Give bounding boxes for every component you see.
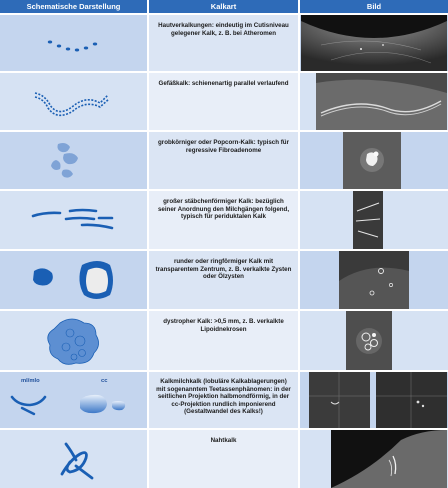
mammogram-image: [331, 430, 447, 488]
header-schematic: Schematische Darstellung: [0, 0, 147, 13]
description-text: dystropher Kalk: >0,5 mm, z. B. verkalkte Lipoidnekrosen: [163, 318, 284, 333]
image-cell: [300, 132, 448, 189]
schema-cell: [0, 430, 147, 488]
image-cell: [300, 372, 448, 428]
image-cell: [300, 251, 448, 309]
description-text: Nahtkalk: [210, 437, 237, 444]
schema-cell: [0, 15, 147, 71]
image-cell: [300, 191, 448, 249]
image-cell: [300, 73, 448, 130]
description-text: runder oder ringförmiger Kalk mit transparentem Zentrum, z. B. verkalkte Zysten oder Ölzysten: [155, 258, 292, 281]
description-text: Kalkmilchkalk (lobuläre Kalkablagerungen) mit sogenanntem Teetassenphänomen: in der seitlichen Projektion halbmondförmig, in der cc-Projektion rundlich imponierend (Gestaltwandel des Kalks!): [156, 378, 291, 416]
table-row-suture: [0, 430, 448, 488]
label-cc: cc: [101, 378, 108, 384]
table-row-popcorn: [0, 132, 448, 189]
description-text: grobkörniger oder Popcorn-Kalk: typisch für regressive Fibroadenome: [158, 139, 289, 154]
popcorn-schema: [0, 132, 147, 189]
description-cell: [149, 132, 298, 189]
description-cell: [149, 251, 298, 309]
image-cell: [300, 430, 448, 488]
description-cell: [149, 191, 298, 249]
schema-cell: [0, 251, 147, 309]
description-text: großer stäbchenförmiger Kalk: bezüglich seiner Anordnung den Milchgängen folgend, typisch für periduktalen Kalk: [157, 198, 290, 221]
description-cell: [149, 430, 298, 488]
table-row-milk-of-calcium: [0, 372, 448, 428]
vascular-track-schema: [0, 73, 147, 130]
image-cell: [300, 311, 448, 370]
ring-schema: [0, 251, 147, 309]
dystrophic-schema: [0, 311, 147, 370]
schema-cell: [0, 311, 147, 370]
table-row-ring: [0, 251, 448, 309]
rodlike-schema: [0, 191, 147, 249]
schema-cell: [0, 73, 147, 130]
mammogram-image: [316, 73, 447, 130]
description-text: Gefäßkalk: schienenartig parallel verlaufend: [158, 80, 289, 87]
description-cell: [149, 372, 298, 428]
description-cell: [149, 311, 298, 370]
schema-cell: [0, 132, 147, 189]
mammogram-image-cc: [376, 372, 447, 428]
table-row-skin: [0, 15, 448, 71]
description-cell: [149, 73, 298, 130]
table-row-rodlike: [0, 191, 448, 249]
description-cell: [149, 15, 298, 71]
image-cell: [300, 15, 448, 71]
mammogram-image: [343, 132, 401, 189]
mammogram-image-mlo: [309, 372, 370, 428]
label-mlmlo: ml/mlo: [21, 378, 40, 384]
teacup-schema: [0, 372, 147, 428]
header-image: Bild: [300, 0, 448, 13]
table-row-vascular: [0, 73, 448, 130]
mammogram-image: [339, 251, 409, 309]
mammogram-image: [353, 191, 383, 249]
mammogram-image: [301, 15, 447, 71]
skin-dots-schema: [0, 15, 147, 71]
suture-schema: [0, 430, 147, 488]
schema-cell: [0, 372, 147, 428]
schema-cell: [0, 191, 147, 249]
description-text: Hautverkalkungen: eindeutig im Cutisniveau gelegener Kalk, z. B. bei Atheromen: [158, 22, 289, 37]
header-calcification-type: Kalkart: [149, 0, 298, 13]
mammogram-image: [346, 311, 392, 370]
table-row-dystrophic: [0, 311, 448, 370]
